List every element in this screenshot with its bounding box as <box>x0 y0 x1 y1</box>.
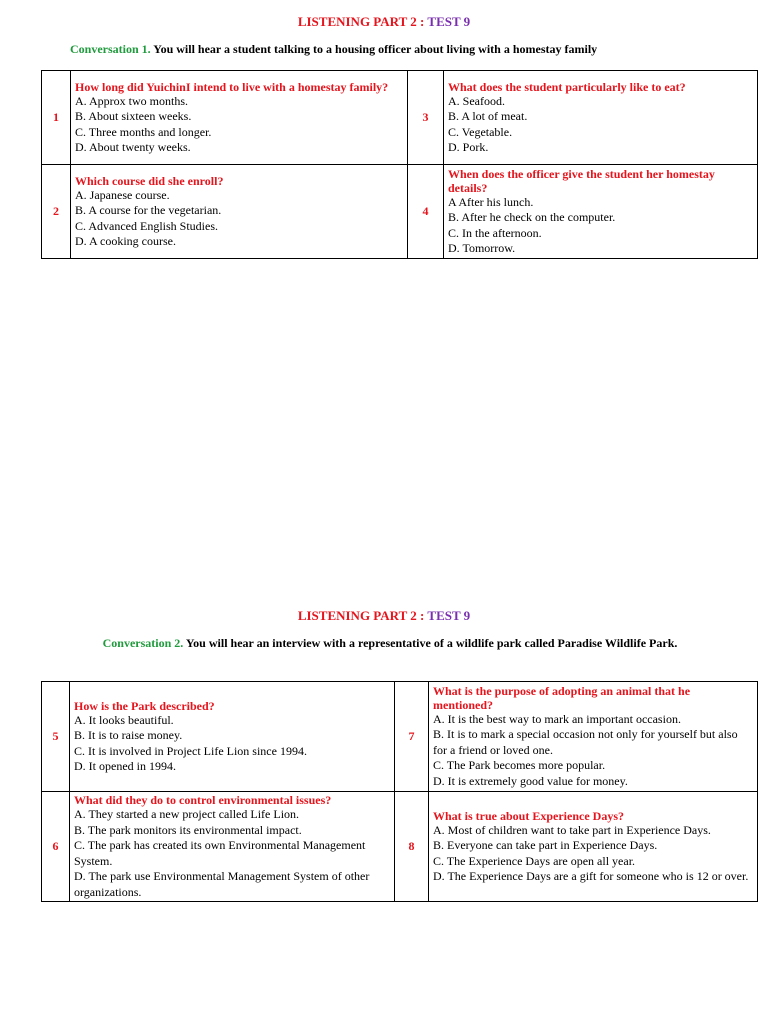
question-cell <box>70 682 395 792</box>
answer-option: B. It is to raise money. <box>74 728 183 742</box>
question-text: When does the officer give the student her homestay details? <box>448 166 715 195</box>
question-cell <box>429 682 758 792</box>
heading-part-label: LISTENING PART 2 <box>297 14 421 29</box>
heading-part-label: LISTENING PART 2 <box>297 608 421 623</box>
question-cell <box>444 71 758 165</box>
question-text: How is the Park described? <box>74 698 215 713</box>
answer-option: D. A cooking course. <box>75 234 176 248</box>
answer-option: D. About twenty weeks. <box>75 140 191 154</box>
answer-option: A. It is the best way to mark an important occasion. <box>433 711 681 726</box>
question-number: 7 <box>395 682 429 792</box>
question-text: What did they do to control environmental issues? <box>74 793 332 807</box>
answer-option: D. Tomorrow. <box>448 241 516 255</box>
question-number: 1 <box>42 71 71 165</box>
answer-option: A. Seafood. <box>448 93 505 108</box>
question-number: 2 <box>42 165 71 259</box>
conversation-intro-2 <box>60 634 720 652</box>
question-text: How long did YuichinI intend to live with a homestay family? <box>75 79 389 94</box>
answer-option: D. It opened in 1994. <box>74 759 176 773</box>
table-row <box>42 71 758 165</box>
question-table-2 <box>41 681 758 902</box>
answer-option: C. Three months and longer. <box>75 124 212 139</box>
question-cell <box>444 165 758 259</box>
answer-option: B. It is to mark a special occasion not only for yourself but also for a friend or loved one. <box>433 727 738 757</box>
answer-option: A. Japanese course. <box>75 187 170 202</box>
page-heading-1 <box>0 14 768 30</box>
page-heading-2 <box>0 608 768 624</box>
table-row <box>42 165 758 259</box>
question-number: 3 <box>408 71 444 165</box>
answer-option: A. Approx two months. <box>75 93 189 108</box>
answer-option: C. In the afternoon. <box>448 225 542 240</box>
question-text: What is true about Experience Days? <box>433 808 624 823</box>
question-text: What is the purpose of adopting an animal that he mentioned? <box>433 683 691 712</box>
conversation-description: You will hear a student talking to a housing officer about living with a homestay family <box>153 42 598 56</box>
question-cell <box>71 165 408 259</box>
answer-option: C. The Experience Days are open all year. <box>433 853 636 868</box>
answer-option: C. Advanced English Studies. <box>75 218 218 233</box>
table-row <box>42 682 758 792</box>
answer-option: C. Vegetable. <box>448 124 513 139</box>
question-cell <box>71 71 408 165</box>
question-number: 6 <box>42 792 70 902</box>
answer-option: C. The Park becomes more popular. <box>433 758 606 773</box>
answer-option: A. They started a new project called Life Lion. <box>74 807 300 821</box>
conversation-label: Conversation 1. <box>70 42 151 56</box>
answer-option: A. It looks beautiful. <box>74 712 174 727</box>
question-number: 4 <box>408 165 444 259</box>
conversation-description: You will hear an interview with a representative of a wildlife park called Paradise Wildlife Park. <box>185 636 678 650</box>
question-cell <box>429 792 758 902</box>
conversation-label: Conversation 2. <box>102 636 184 650</box>
answer-option: D. It is extremely good value for money. <box>433 773 628 788</box>
answer-option: D. Pork. <box>448 140 489 154</box>
question-number: 8 <box>395 792 429 902</box>
heading-separator: : <box>420 608 425 623</box>
heading-test-label: TEST 9 <box>427 608 471 623</box>
conversation-intro-1 <box>70 40 760 58</box>
answer-option: B. Everyone can take part in Experience Days. <box>433 838 658 852</box>
heading-test-label: TEST 9 <box>427 14 471 29</box>
answer-option: B. About sixteen weeks. <box>75 109 192 123</box>
question-text: Which course did she enroll? <box>75 173 224 188</box>
answer-option: D. The park use Environmental Management System of other organizations. <box>74 869 370 899</box>
heading-separator: : <box>420 14 425 29</box>
answer-option: C. The park has created its own Environmental Management System. <box>74 838 366 868</box>
answer-option: A After his lunch. <box>448 194 534 209</box>
question-number: 5 <box>42 682 70 792</box>
question-table-1 <box>41 70 758 259</box>
question-cell <box>70 792 395 902</box>
answer-option: B. A lot of meat. <box>448 109 528 123</box>
answer-option: B. A course for the vegetarian. <box>75 203 222 217</box>
answer-option: D. The Experience Days are a gift for someone who is 12 or over. <box>433 869 749 883</box>
answer-option: B. The park monitors its environmental impact. <box>74 822 302 837</box>
answer-option: C. It is involved in Project Life Lion since 1994. <box>74 743 307 758</box>
answer-option: A. Most of children want to take part in Experience Days. <box>433 822 711 837</box>
answer-option: B. After he check on the computer. <box>448 210 616 224</box>
question-text: What does the student particularly like to eat? <box>448 79 686 94</box>
table-row <box>42 792 758 902</box>
